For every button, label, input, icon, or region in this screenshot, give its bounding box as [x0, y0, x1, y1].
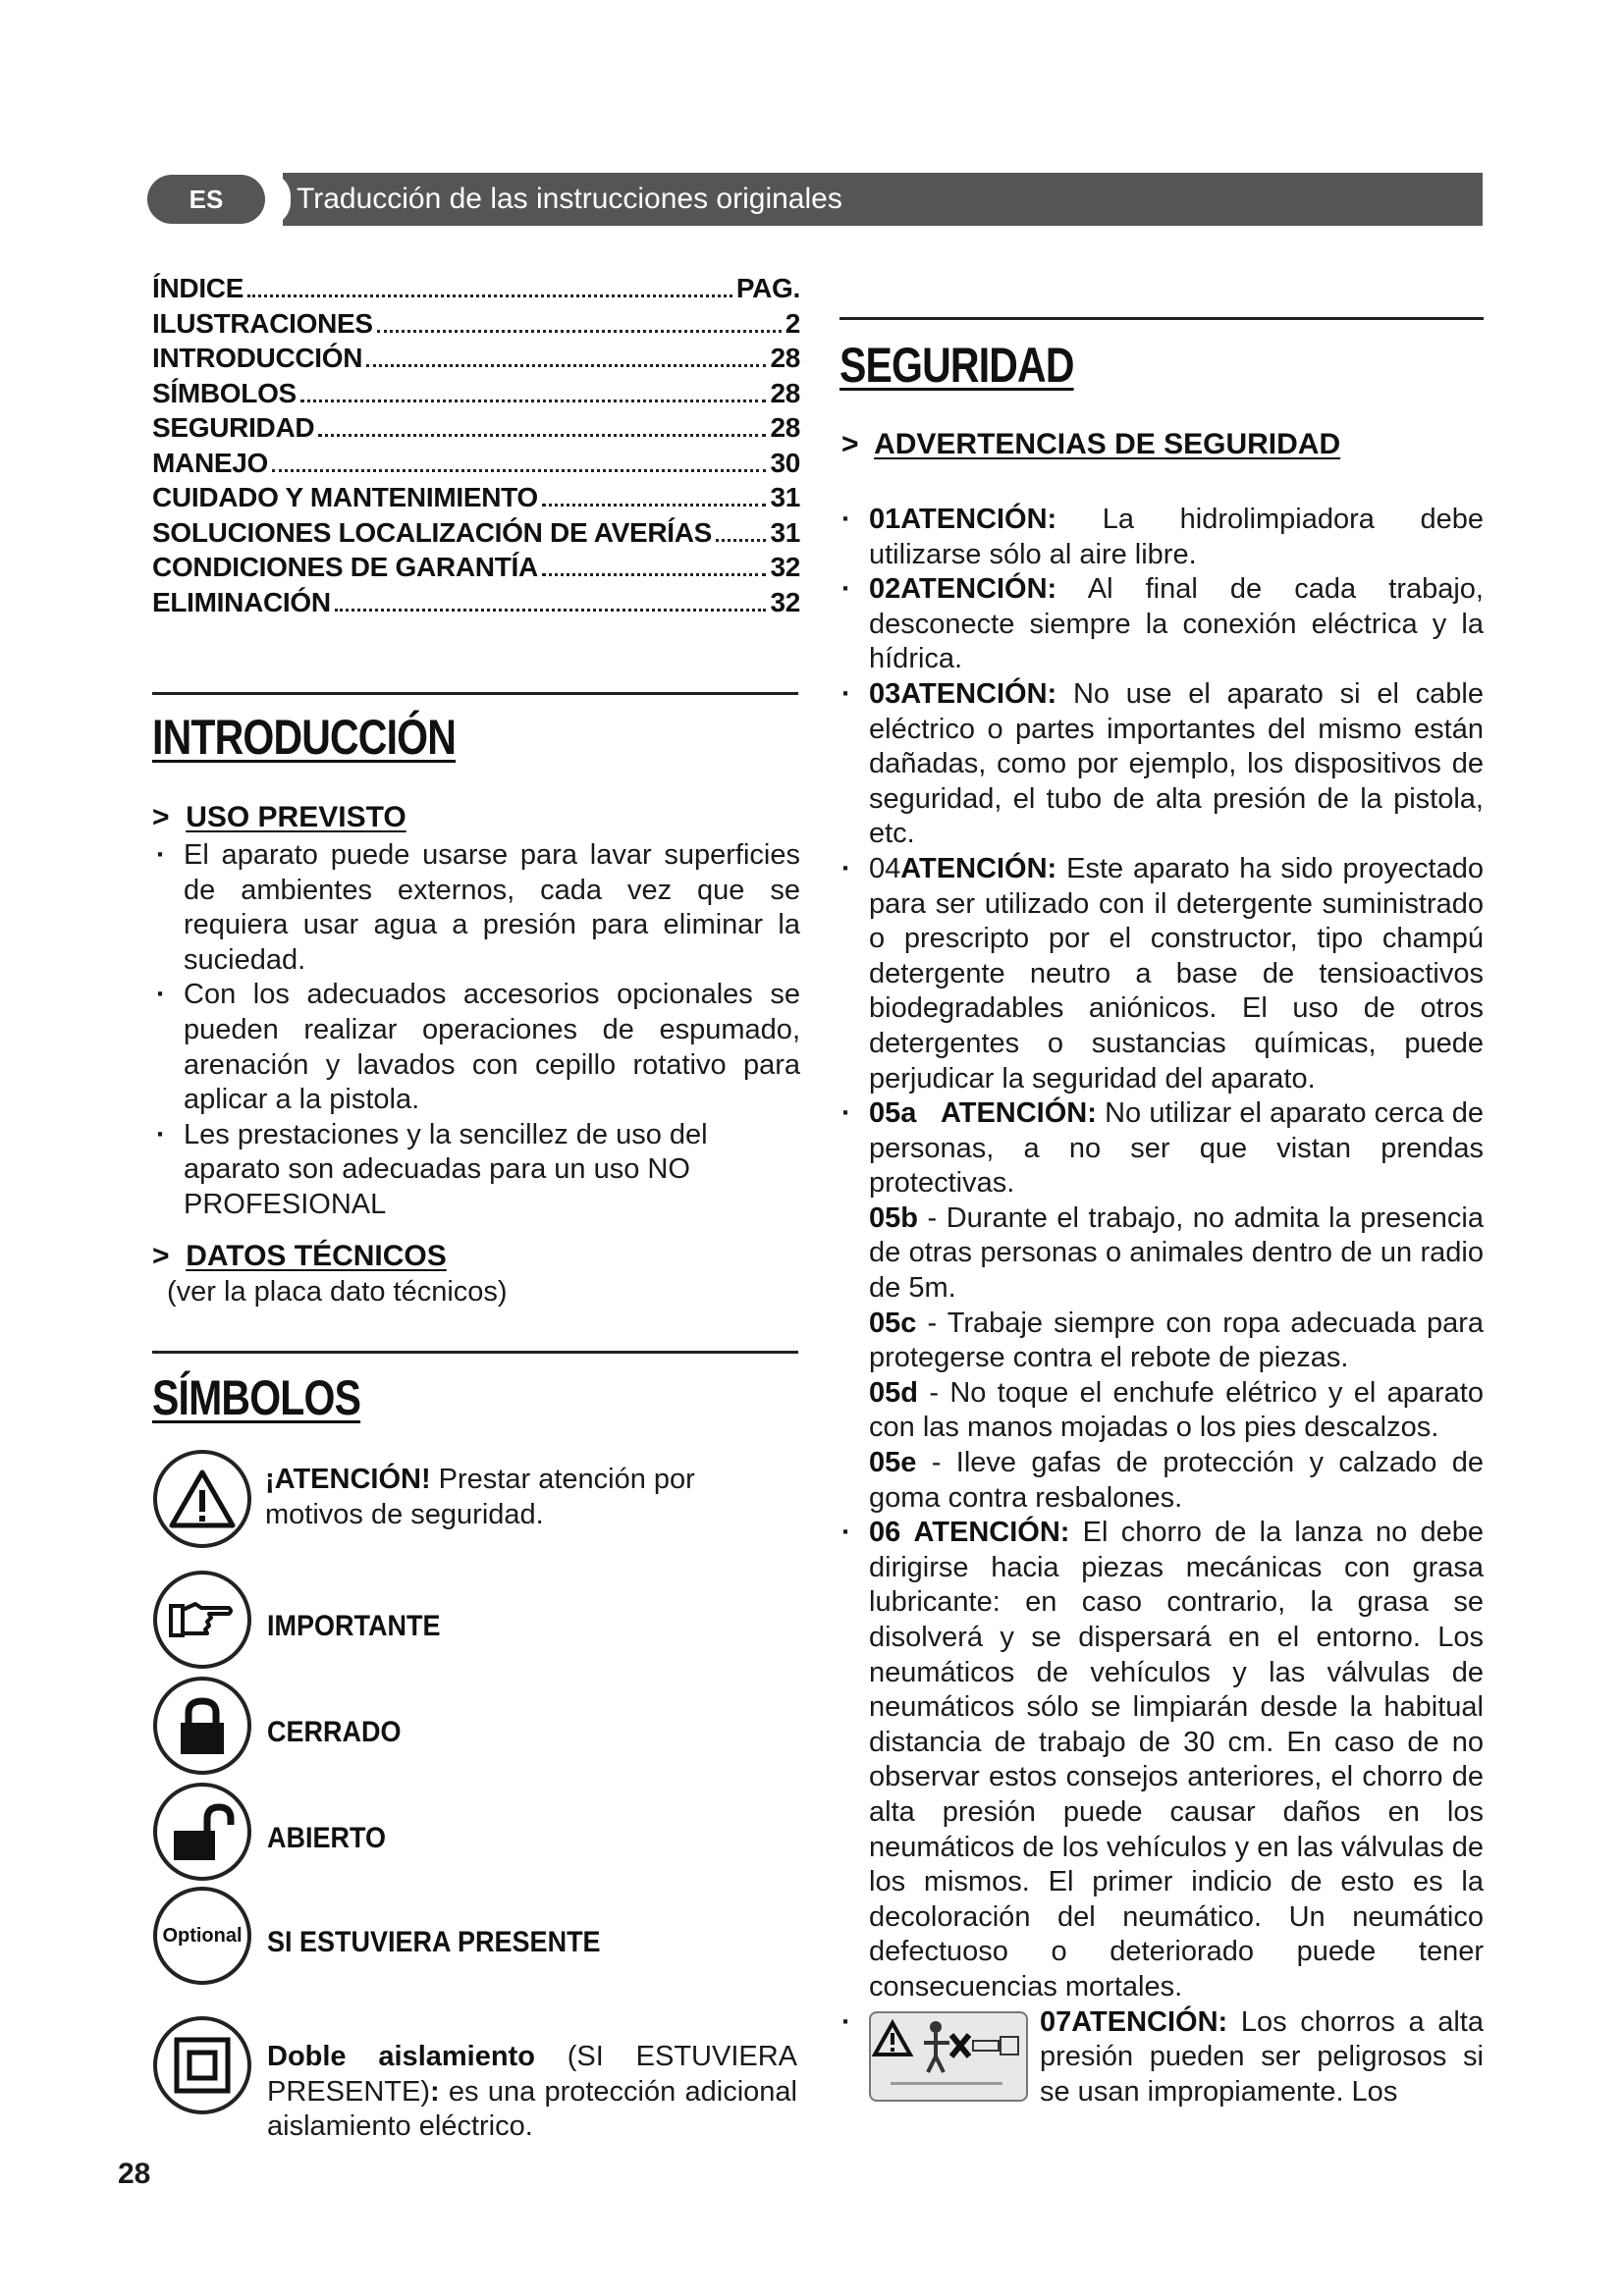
symbol-warning-text [265, 1463, 800, 1532]
double-insulation-label: Doble aislamiento [267, 2041, 535, 2072]
toc-row [152, 552, 800, 587]
list-item: · El aparato puede usarse para lavar superficies de ambientes externos, cada vez que se requiera usar agua a presión para eliminar la suciedad. [152, 838, 800, 978]
toc-leader [716, 539, 766, 542]
warning-label: ATENCIÓN: [900, 504, 1057, 535]
sub-warning-num: 05c [869, 1307, 917, 1339]
toc-row [152, 517, 800, 553]
header-title: Traducción de las instrucciones originales [283, 173, 1483, 226]
toc-leader [335, 609, 767, 612]
list-item [838, 677, 1484, 852]
advertencias-heading: > ADVERTENCIAS DE SEGURIDAD [841, 428, 1341, 460]
simbolos-title: SÍMBOLOS [152, 1370, 361, 1425]
optional-icon [153, 1887, 251, 1985]
sub-warning-text: - No toque el enchufe elétrico y el aparato con las manos mojadas o los pies descalzos. [869, 1376, 1484, 1444]
toc-label: MANEJO [152, 447, 268, 478]
warning-07-text [1040, 2005, 1484, 2110]
toc-label: SOLUCIONES LOCALIZACIÓN DE AVERÍAS [152, 516, 713, 548]
toc-label: ÍNDICE [152, 273, 244, 303]
seguridad-title: SEGURIDAD [839, 338, 1074, 393]
sub-warning-num: 05d [869, 1376, 918, 1409]
sub-warning-text: - Durante el trabajo, no admita la presencia de otras personas o animales dentro de un radio de 5m. [869, 1201, 1484, 1305]
symbol-warning-label: ¡ATENCIÓN! [265, 1464, 431, 1495]
list-item [838, 2005, 1484, 2110]
double-insulation-desc: es una protección adicional aislamiento eléctrico. [267, 2075, 797, 2143]
double-insulation-paren: (SI ESTUVIERA PRESENTE) [267, 2041, 798, 2108]
toc-row [152, 587, 800, 622]
toc-leader [377, 330, 782, 333]
symbol-optional-label: SI ESTUVIERA PRESENTE [267, 1926, 601, 1958]
toc-row [152, 343, 800, 378]
toc-row [152, 273, 800, 308]
advertencias-label: ADVERTENCIAS DE SEGURIDAD [874, 428, 1341, 460]
toc-row [152, 412, 800, 448]
toc-row [152, 308, 800, 344]
list-item [838, 852, 1484, 1096]
optional-icon-text: Optional [162, 1924, 243, 1947]
warning-num: 03 [869, 677, 901, 710]
warning-text: Los chorros a alta presión pueden ser peligrosos si se usan impropiamente. Los [1040, 2005, 1484, 2108]
toc-page: 32 [770, 586, 800, 617]
sub-warning-num: 05e [869, 1447, 917, 1479]
toc-row [152, 448, 800, 483]
safety-warnings [838, 503, 1484, 2109]
lock-open-icon [153, 1783, 251, 1881]
toc-page: PAG. [735, 273, 800, 303]
warning-label: ATENCIÓN: [900, 573, 1057, 606]
warning-label: ATENCIÓN: [913, 1517, 1070, 1549]
table-of-contents [152, 273, 800, 621]
sub-warning-num: 05b [869, 1201, 918, 1234]
toc-label: CUIDADO Y MANTENIMIENTO [152, 482, 538, 512]
section-rule [839, 317, 1484, 320]
list-item [838, 572, 1484, 677]
sub-warning-text: - Ileve gafas de protección y calzado de goma contra resbalones. [869, 1447, 1484, 1514]
warning-text: No use el aparato si el cable eléctrico o partes importantes del mismo están dañadas, como por ejemplo, los dispositivos de seguridad, el tubo de alta presión de la pistola, etc. [869, 677, 1484, 850]
symbol-important-label: IMPORTANTE [267, 1610, 441, 1642]
toc-page: 2 [785, 307, 800, 339]
warning-num: 02 [869, 573, 901, 606]
list-item: · Con los adecuados accesorios opcionales se pueden realizar operaciones de espumado, arenación y lavados con cepillo rotativo para aplicar a la pistola. [152, 978, 800, 1117]
warning-num: 07 [1040, 2005, 1072, 2038]
toc-label: CONDICIONES DE GARANTÍA [152, 552, 538, 582]
warning-text: Al final de cada trabajo, desconecte siempre la conexión eléctrica y la hídrica. [869, 573, 1484, 675]
toc-label: ELIMINACIÓN [152, 586, 331, 617]
toc-page: 30 [770, 447, 800, 478]
symbol-warning-desc: Prestar atención por motivos de seguridad. [265, 1464, 695, 1530]
toc-page: 28 [770, 343, 800, 373]
warning-label: ATENCIÓN: [900, 677, 1057, 710]
list-item [838, 1201, 1484, 1307]
toc-row [152, 482, 800, 517]
warning-num: 06 [869, 1517, 901, 1549]
warning-text: No utilizar el aparato cerca de personas, a no ser que vistan prendas protectivas. [869, 1097, 1484, 1200]
double-insulation-icon [153, 2016, 251, 2114]
toc-leader [318, 434, 766, 437]
datos-tecnicos-text: (ver la placa dato técnicos) [167, 1276, 508, 1308]
list-item [838, 1446, 1484, 1516]
symbol-double-insulation-text [267, 2040, 797, 2145]
page-number: 28 [118, 2158, 151, 2190]
pointing-hand-icon [153, 1571, 251, 1669]
toc-page: 31 [770, 482, 800, 512]
list-item: · Les prestaciones y la sencillez de uso del aparato son adecuadas para un uso NO PROFESIONAL [152, 1118, 800, 1223]
lock-closed-icon [153, 1677, 251, 1775]
symbol-open-label: ABIERTO [267, 1822, 387, 1854]
section-rule [152, 1351, 798, 1354]
toc-leader [542, 504, 767, 507]
toc-page: 28 [770, 377, 800, 408]
warning-label: ATENCIÓN: [1071, 2005, 1228, 2038]
uso-previsto-heading: > USO PREVISTO [152, 801, 406, 833]
warning-text: Este aparato ha sido proyectado para ser utilizado con il detergente suministrado o prescripto por el constructor, tipo champú detergente neutro a base de tensioactivos biodegradables aniónicos. El uso de otros detergentes o sustancias químicas, puede perjudicar la seguridad del aparato. [869, 852, 1484, 1095]
toc-page: 31 [770, 516, 800, 548]
list-item [838, 503, 1484, 572]
list-item [838, 1516, 1484, 2004]
list-item [838, 1307, 1484, 1376]
sub-warning-text: - Trabaje siempre con ropa adecuada para protegerse contra el rebote de piezas. [869, 1307, 1484, 1374]
uso-previsto-list [152, 838, 800, 1223]
symbol-closed-label: CERRADO [267, 1716, 402, 1748]
toc-page: 28 [770, 412, 800, 443]
intro-title: INTRODUCCIÓN [152, 710, 457, 765]
toc-leader [542, 573, 767, 576]
list-item [838, 1096, 1484, 1201]
datos-tecnicos-heading: > DATOS TÉCNICOS [152, 1240, 447, 1272]
datos-tecnicos-label: DATOS TÉCNICOS [186, 1240, 447, 1272]
toc-leader [366, 364, 766, 367]
warning-num: 05a [869, 1097, 917, 1130]
warning-text: La hidrolimpiadora debe utilizarse sólo al aire libre. [869, 504, 1484, 570]
warning-triangle-icon [153, 1450, 251, 1548]
language-badge: ES [147, 175, 265, 224]
uso-previsto-label: USO PREVISTO [186, 801, 406, 833]
double-insulation-colon: : [429, 2075, 440, 2108]
warning-num: 01 [869, 504, 901, 535]
jet-warning-pictogram [869, 2011, 1028, 2102]
toc-label: INTRODUCCIÓN [152, 343, 363, 373]
toc-leader [300, 400, 767, 402]
warning-text: El chorro de la lanza no debe dirigirse hacia piezas mecánicas con grasa lubricante: en caso contrario, la grasa se disolverá y se dispersará en el entorno. Los neumáticos de vehículos y las válvulas de neumáticos sólo se limpiarán desde la habitual distancia de trabajo de 30 cm. En caso de no observar estos consejos anteriores, el chorro de alta presión puede causar daños en los neumáticos de los vehículos y en las válvulas de los mismos. El primer indicio de esto es la decoloración del neumático. Un neumático defectuoso o deteriorado puede tener consecuencias mortales. [869, 1517, 1484, 2002]
toc-leader [247, 294, 732, 297]
toc-leader [272, 469, 766, 472]
warning-label: ATENCIÓN: [940, 1097, 1097, 1130]
section-rule [152, 692, 798, 695]
warning-label: ATENCIÓN: [900, 852, 1057, 884]
list-item [838, 1376, 1484, 1446]
page-header [147, 173, 1483, 226]
toc-page: 32 [770, 552, 800, 582]
toc-label: SEGURIDAD [152, 412, 315, 443]
toc-label: ILUSTRACIONES [152, 307, 373, 339]
warning-num: 04 [869, 852, 901, 884]
toc-row [152, 378, 800, 413]
toc-label: SÍMBOLOS [152, 377, 297, 408]
